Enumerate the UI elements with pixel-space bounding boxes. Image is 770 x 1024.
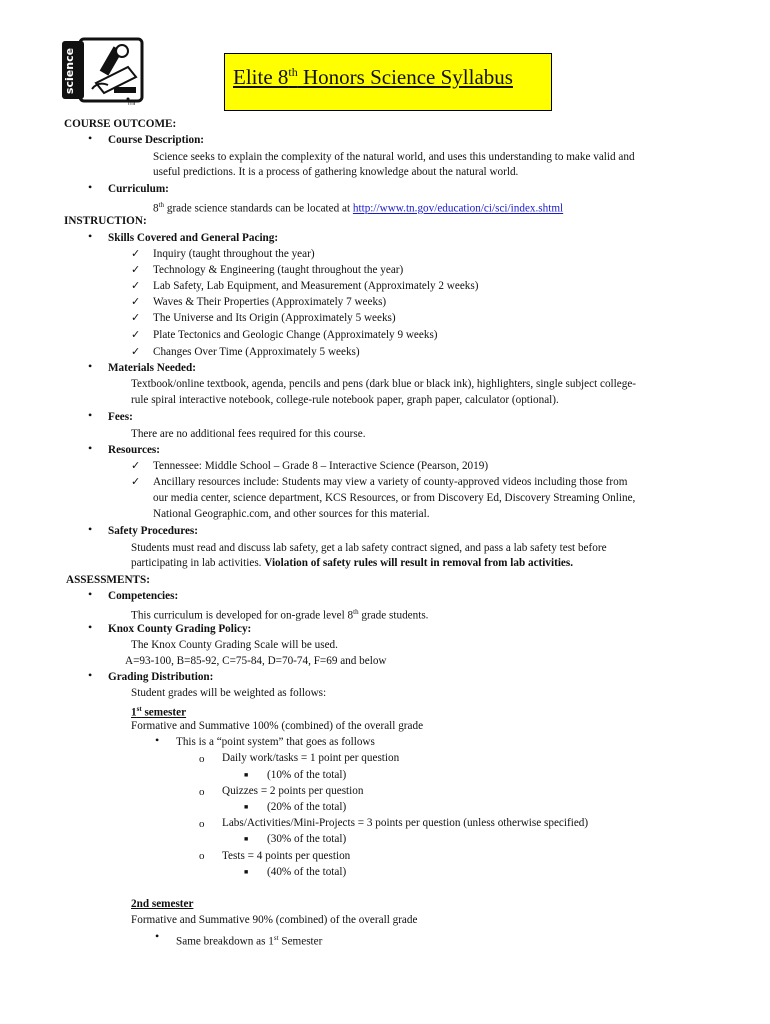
grading-scale: A=93-100, B=85-92, C=75-84, D=70-74, F=69 and below [125,655,387,667]
square-bullet: ■ [244,835,249,843]
section-heading-course-outcome: COURSE OUTCOME: [64,118,177,130]
curriculum-text: 8th grade science standards can be located at http://www.tn.gov/education/ci/sci/index.shtml [153,201,564,215]
course-description-label: Course Description: [108,134,205,146]
circle-bullet: o [199,850,205,862]
bullet: • [88,587,93,601]
competencies-label: Competencies: [108,590,179,602]
skill-item: Technology & Engineering (taught throughout the year) [153,264,404,276]
section-heading-assessments: ASSESSMENTS: [66,574,150,586]
bullet: • [88,408,93,422]
semester1-desc: Formative and Summative 100% (combined) of the overall grade [131,720,424,732]
materials-line: rule spiral interactive notebook, college-rule notebook paper, graph paper, calculator (optional). [131,394,559,406]
circle-bullet: o [199,818,205,830]
semester2-heading: 2nd semester [131,898,194,910]
skill-item: Lab Safety, Lab Equipment, and Measurement (Approximately 2 weeks) [153,280,479,292]
grade-item: Daily work/tasks = 1 point per question [222,752,400,764]
page-title: Elite 8th Honors Science Syllabus [233,65,513,89]
title-box [224,53,552,111]
bullet: • [88,620,93,634]
check-icon: ✓ [131,247,141,260]
semester2-breakdown: Same breakdown as 1st Semester [176,934,323,948]
bullet: • [88,441,93,455]
check-icon: ✓ [131,475,141,488]
bullet: • [155,733,160,747]
safety-label: Safety Procedures: [108,525,198,537]
circle-bullet: o [199,786,205,798]
materials-line: Textbook/online textbook, agenda, pencils and pens (dark blue or black ink), highlighters, single subject college- [131,378,637,390]
skill-item: Inquiry (taught throughout the year) [153,248,315,260]
grading-distribution-label: Grading Distribution: [108,671,214,683]
safety-line: participating in lab activities. Violation of safety rules will result in removal from lab activities. [131,557,574,569]
skill-item: The Universe and Its Origin (Approximately 5 weeks) [153,312,396,324]
square-bullet: ■ [244,771,249,779]
grading-policy-label: Knox County Grading Policy: [108,623,252,635]
grade-item-pct: (20% of the total) [267,801,347,813]
semester1-heading: 1st semester [131,705,187,719]
svg-text:science: science [63,47,76,95]
bullet: • [88,180,93,194]
bullet: • [88,522,93,536]
section-heading-instruction: INSTRUCTION: [64,215,147,227]
microscope-icon [58,37,154,107]
resource-item: Ancillary resources include: Students may view a variety of county-approved videos including those from [153,476,628,488]
square-bullet: ■ [244,868,249,876]
check-icon: ✓ [131,345,141,358]
materials-label: Materials Needed: [108,362,196,374]
competencies-text: This curriculum is developed for on-grade level 8th grade students. [131,608,429,622]
point-system-text: This is a “point system” that goes as follows [176,736,375,748]
bullet: • [88,131,93,145]
course-description-line: useful predictions. It is a process of gathering knowledge about the natural world. [153,166,519,178]
grading-policy-text: The Knox County Grading Scale will be used. [131,639,338,651]
grade-item-pct: (40% of the total) [267,866,347,878]
resource-item: Tennessee: Middle School – Grade 8 – Interactive Science (Pearson, 2019) [153,460,489,472]
check-icon: ✓ [131,328,141,341]
curriculum-link[interactable]: http://www.tn.gov/education/ci/sci/index.shtml [352,202,564,215]
skill-item: Plate Tectonics and Geologic Change (Approximately 9 weeks) [153,329,438,341]
skills-label: Skills Covered and General Pacing: [108,232,279,244]
safety-line: Students must read and discuss lab safety, get a lab safety contract signed, and pass a lab safety test before [131,542,607,554]
semester2-desc: Formative and Summative 90% (combined) of the overall grade [131,914,418,926]
distribution-intro: Student grades will be weighted as follows: [131,687,327,699]
bullet: • [88,668,93,682]
check-icon: ✓ [131,263,141,276]
curriculum-label: Curriculum: [108,183,169,195]
grade-item-pct: (10% of the total) [267,769,347,781]
fees-label: Fees: [108,411,133,423]
safety-warning: Violation of safety rules will result in removal from lab activities. [264,557,574,569]
fees-text: There are no additional fees required for this course. [131,428,366,440]
resource-item: our media center, science department, KCS Resources, or from Discovery Ed, Discovery Streaming Online, [153,492,636,504]
science-logo [58,37,154,107]
check-icon: ✓ [131,295,141,308]
svg-text:mr: mr [128,100,137,107]
check-icon: ✓ [131,459,141,472]
grade-item: Labs/Activities/Mini-Projects = 3 points per question (unless otherwise specified) [222,817,589,829]
skill-item: Waves & Their Properties (Approximately 7 weeks) [153,296,387,308]
skill-item: Changes Over Time (Approximately 5 weeks) [153,346,360,358]
check-icon: ✓ [131,311,141,324]
square-bullet: ■ [244,803,249,811]
bullet: • [155,929,160,943]
check-icon: ✓ [131,279,141,292]
resources-label: Resources: [108,444,160,456]
resource-item: National Geographic.com, and other sources for this material. [153,508,430,520]
grade-item: Tests = 4 points per question [222,850,351,862]
bullet: • [88,359,93,373]
grade-item-pct: (30% of the total) [267,833,347,845]
grade-item: Quizzes = 2 points per question [222,785,364,797]
circle-bullet: o [199,753,205,765]
course-description-line: Science seeks to explain the complexity of the natural world, and uses this understanding to make valid and [153,151,635,163]
bullet: • [88,229,93,243]
